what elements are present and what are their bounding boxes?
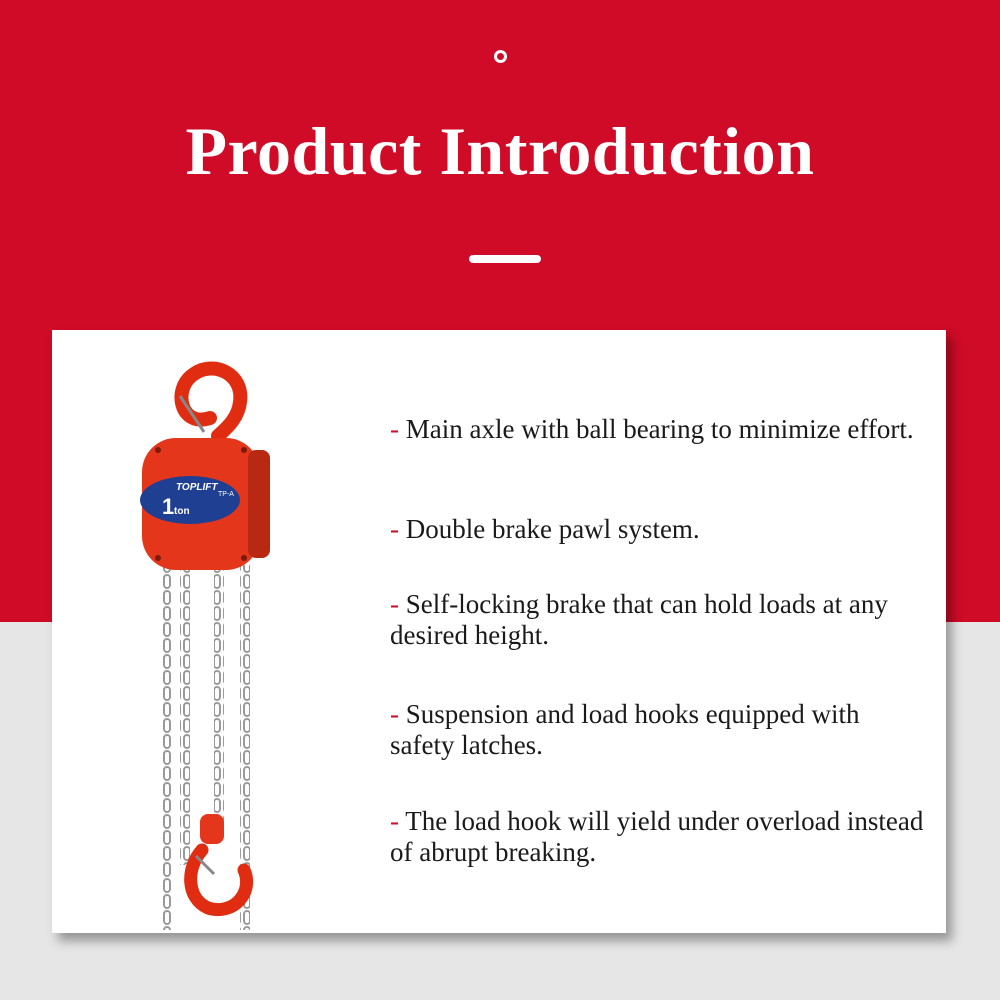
title-divider <box>469 255 541 263</box>
model-label: TP-A <box>218 491 234 498</box>
feature-item <box>390 806 930 868</box>
page-title: Product Introduction <box>185 113 815 189</box>
bullet-dash: - <box>390 806 399 836</box>
feature-item <box>390 514 930 545</box>
feature-text: Main axle with ball bearing to minimize effort. <box>399 414 914 444</box>
feature-text: The load hook will yield under overload instead of abrupt breaking. <box>390 806 924 867</box>
feature-text: Self-locking brake that can hold loads at any desired height. <box>390 589 888 650</box>
bullet-dash: - <box>390 589 399 619</box>
bullet-dash: - <box>390 414 399 444</box>
capacity-number: 1 <box>162 494 175 519</box>
bullet-dash: - <box>390 699 399 729</box>
feature-text: Suspension and load hooks equipped with safety latches. <box>390 699 860 760</box>
product-card <box>52 330 946 933</box>
bullet-dash: - <box>390 514 399 544</box>
brand-label: TOPLIFT <box>176 482 218 493</box>
feature-item <box>390 589 930 651</box>
feature-text: Double brake pawl system. <box>399 514 700 544</box>
feature-item <box>390 699 930 761</box>
ring-icon <box>494 50 507 63</box>
chain-hoist-image <box>132 350 292 930</box>
feature-item <box>390 414 930 445</box>
capacity-unit: ton <box>174 506 190 517</box>
